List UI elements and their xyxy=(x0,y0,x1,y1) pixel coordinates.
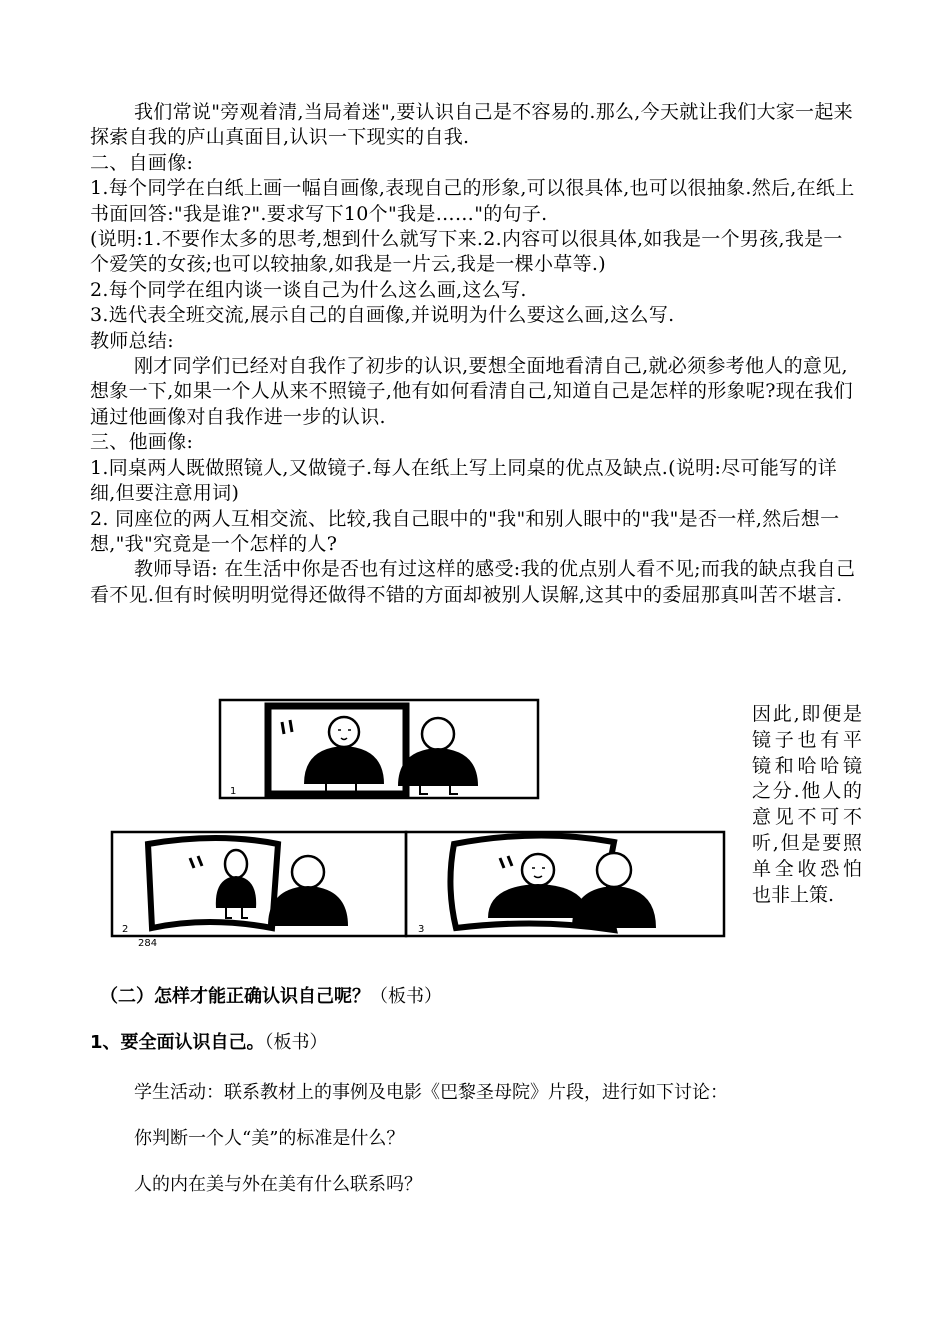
section-title-self-portrait: 二、自画像: xyxy=(90,151,194,174)
mirror-cartoon-figure xyxy=(108,692,726,954)
note-self-portrait: (说明:1.不要作太多的思考,想到什么就写下来.2.内容可以很具体,如我是一个男孩,我是一个爱笑的女孩;也可以较抽象,如我是一片云,我是一棵小草等.) xyxy=(90,228,843,276)
subheading xyxy=(90,1030,328,1056)
panel-number-3: 3 xyxy=(418,924,425,935)
step-3-self-portrait: 3.选代表全班交流,展示自己的自画像,并说明为什么要这么画,这么写. xyxy=(90,304,675,327)
discussion-question-2: 人的内在美与外在美有什么联系吗？ xyxy=(134,1174,422,1195)
figure-side-text: 因此,即便是镜子也有平镜和哈哈镜之分.他人的意见不可不听,但是要照单全收恐怕也非上策. xyxy=(752,703,862,906)
subheading-note: （板书） xyxy=(264,1032,328,1053)
step-1-self-portrait: 1.每个同学在白纸上画一幅自画像,表现自己的形象,可以很具体,也可以很抽象.然后,在纸上书面回答:"我是谁?".要求写下10个"我是……"的句子. xyxy=(90,177,855,225)
section-heading-text: （二）怎样才能正确认识自己呢？ xyxy=(100,986,370,1007)
subheading-text: 1、要全面认识自己。 xyxy=(90,1032,265,1053)
section-title-other-portrait: 三、他画像: xyxy=(90,431,194,454)
intro-paragraph: 我们常说"旁观着清,当局着迷",要认识自己是不容易的.那么,今天就让我们大家一起来探索自我的庐山真面目,认识一下现实的自我. xyxy=(90,101,853,149)
page-number-284: 284 xyxy=(138,938,158,949)
panel-number-2: 2 xyxy=(122,924,129,935)
teacher-guide-text: 教师导语: 在生活中你是否也有过这样的感受:我的优点别人看不见;而我的缺点我自己看不见.但有时候明明觉得还做得不错的方面却被别人误解,这其中的委屈那真叫苦不堪言. xyxy=(90,558,856,606)
discussion-question-1: 你判断一个人“美”的标准是什么？ xyxy=(134,1128,405,1149)
cartoon-panel-3 xyxy=(406,832,724,936)
teacher-summary-text: 刚才同学们已经对自我作了初步的认识,要想全面地看清自己,就必须参考他人的意见,想象一下,如果一个人从来不照镜子,他有如何看清自己,知道自己是怎样的形象呢?现在我们通过他画像对自我作进一步的认识. xyxy=(90,355,853,428)
step-1-other-portrait: 1.同桌两人既做照镜人,又做镜子.每人在纸上写上同桌的优点及缺点.(说明:尽可能写的详细,但要注意用词) xyxy=(90,456,837,505)
cartoon-panel-2 xyxy=(112,832,406,949)
student-activity: 学生活动：联系教材上的事例及电影《巴黎圣母院》片段，进行如下讨论： xyxy=(134,1082,728,1103)
step-2-self-portrait: 2.每个同学在组内谈一谈自己为什么这么画,这么写. xyxy=(90,278,527,301)
teacher-summary-label: 教师总结: xyxy=(90,329,174,352)
section-heading xyxy=(100,984,442,1010)
cartoon-panel-1 xyxy=(220,700,538,798)
section-heading-note: （板书） xyxy=(370,986,442,1007)
step-2-other-portrait: 2. 同座位的两人互相交流、比较,我自己眼中的"我"和别人眼中的"我"是否一样,然后想一想,"我"究竟是一个怎样的人? xyxy=(90,507,840,555)
panel-number-1: 1 xyxy=(230,786,237,797)
lesson-text xyxy=(90,100,862,608)
